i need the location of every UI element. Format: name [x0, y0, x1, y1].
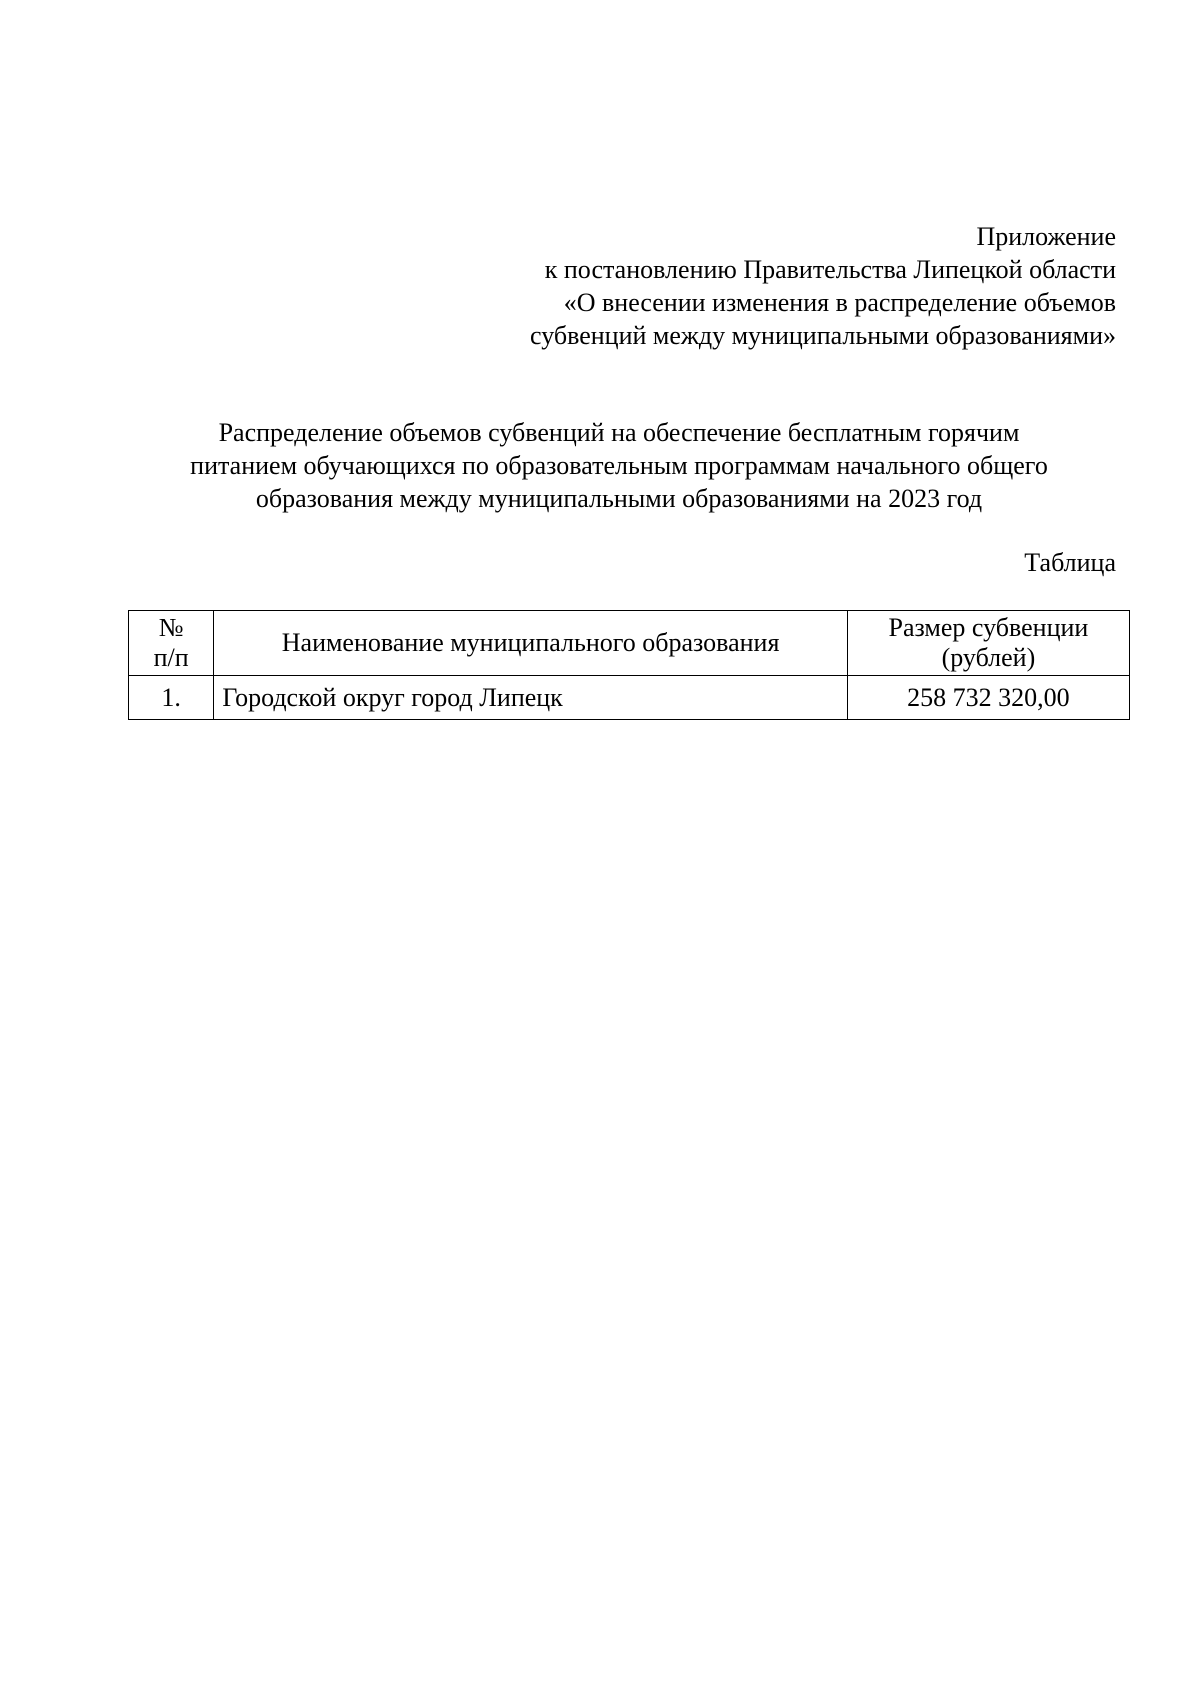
table-label: Таблица [1024, 548, 1116, 577]
appendix-line: субвенций между муниципальными образованиями» [530, 321, 1116, 350]
title-line: Распределение объемов субвенций на обеспечение бесплатным горячим [218, 418, 1020, 447]
appendix-block [416, 220, 1116, 352]
subsidy-table [128, 610, 1130, 720]
header-number-abbr: п/п [153, 643, 189, 672]
header-amount-unit: (рублей) [941, 643, 1036, 672]
title-line: питанием обучающихся по образовательным программам начального общего [190, 451, 1048, 480]
document-title [128, 416, 1110, 515]
appendix-line: «О внесении изменения в распределение объемов [563, 288, 1116, 317]
header-amount-title: Размер субвенции [888, 613, 1089, 642]
row-amount: 258 732 320,00 [847, 676, 1129, 720]
table-row [129, 676, 1130, 720]
appendix-line: Приложение [976, 222, 1116, 251]
header-number [129, 611, 214, 676]
appendix-line: к постановлению Правительства Липецкой области [544, 255, 1116, 284]
row-municipality: Городской округ город Липецк [214, 676, 848, 720]
header-municipality: Наименование муниципального образования [214, 611, 848, 676]
title-line: образования между муниципальными образованиями на 2023 год [255, 484, 983, 513]
row-number: 1. [129, 676, 214, 720]
table-header-row [129, 611, 1130, 676]
header-number-symbol: № [158, 613, 184, 642]
header-amount [847, 611, 1129, 676]
